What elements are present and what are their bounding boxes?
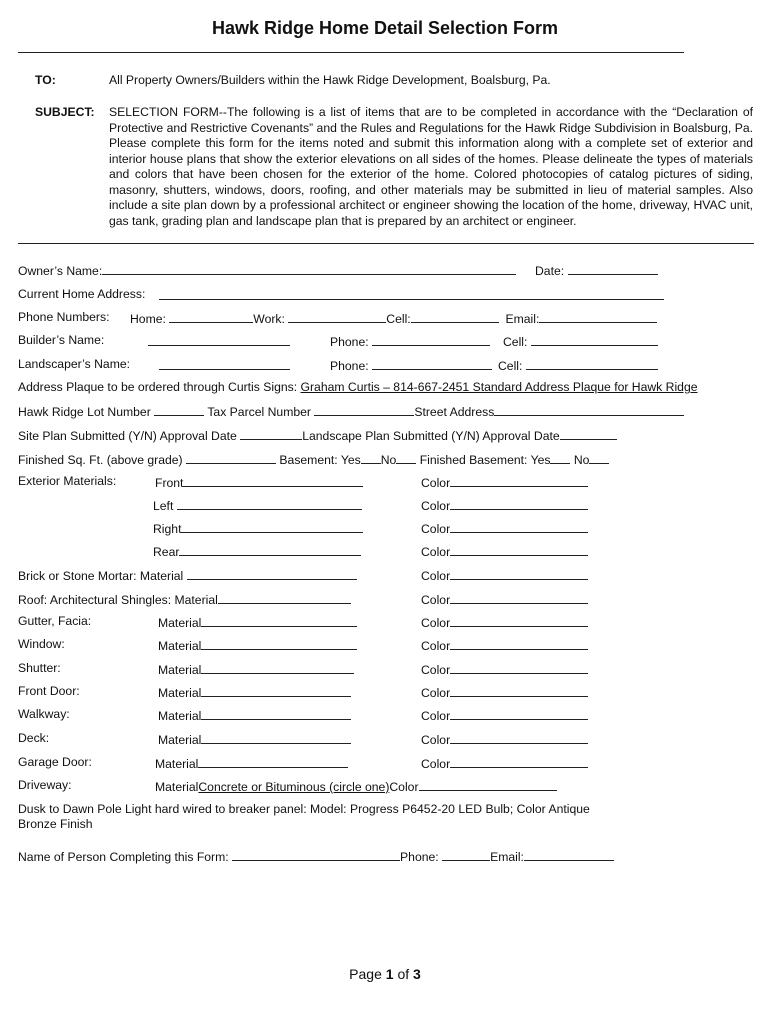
deck-material-field[interactable]	[201, 731, 351, 744]
window-color-row	[421, 637, 588, 653]
deck-material-label: Material	[158, 733, 202, 747]
exterior-rear-label: Rear	[153, 545, 180, 559]
basement-yes-field[interactable]	[361, 451, 381, 464]
garage-door-color-row	[421, 755, 588, 771]
roof-row	[18, 591, 351, 607]
shutter-color-label: Color	[421, 663, 451, 677]
exterior-front-row	[155, 474, 363, 490]
page-number: 1	[385, 966, 394, 982]
parcel-label: Tax Parcel Number	[207, 405, 311, 419]
plaque-row	[18, 380, 698, 394]
mortar-color-row	[421, 567, 588, 583]
exterior-front-label: Front	[155, 476, 184, 490]
exterior-left-color-label: Color	[421, 499, 451, 513]
landscaper-name-field[interactable]	[159, 357, 290, 370]
address-row	[18, 287, 145, 301]
driveway-color-label: Color	[389, 780, 419, 794]
phone-row	[130, 310, 657, 326]
gutter-label: Gutter, Facia:	[18, 614, 92, 628]
gutter-color-row	[421, 614, 588, 630]
garage-door-color-label: Color	[421, 757, 451, 771]
gutter-material-label: Material	[158, 616, 202, 630]
gutter-color-label: Color	[421, 616, 451, 630]
page-total: 3	[413, 966, 421, 982]
street-field[interactable]	[494, 403, 684, 416]
window-material-label: Material	[158, 639, 202, 653]
deck-color-field[interactable]	[450, 731, 588, 744]
finished-no-field[interactable]	[589, 451, 609, 464]
window-color-field[interactable]	[450, 637, 588, 650]
exterior-left-color-field[interactable]	[450, 497, 588, 510]
landscaper-cell-label: Cell:	[498, 359, 523, 373]
driveway-color-field[interactable]	[419, 778, 557, 791]
owner-name-field[interactable]	[102, 262, 516, 275]
walkway-material-row	[158, 707, 351, 723]
landscaper-phone-field[interactable]	[372, 357, 492, 370]
exterior-left-field[interactable]	[177, 497, 362, 510]
shutter-material-row	[158, 661, 354, 677]
lot-field[interactable]	[154, 403, 204, 416]
deck-label: Deck:	[18, 731, 50, 745]
driveway-label: Driveway:	[18, 778, 72, 792]
exterior-left-color-row	[421, 497, 588, 513]
driveway-row	[155, 778, 557, 794]
light-line-2: Bronze Finish	[18, 817, 93, 831]
walkway-label: Walkway:	[18, 707, 70, 721]
builder-phone-field[interactable]	[372, 333, 490, 346]
landscaper-cell-row	[498, 357, 658, 373]
walkway-color-row	[421, 707, 588, 723]
home-phone-field[interactable]	[169, 310, 253, 323]
home-phone-label: Home:	[130, 312, 166, 326]
garage-door-material-label: Material	[155, 757, 199, 771]
garage-door-label: Garage Door:	[18, 755, 92, 769]
siteplan-row	[18, 427, 617, 443]
deck-color-row	[421, 731, 588, 747]
window-material-row	[158, 637, 357, 653]
exterior-label: Exterior Materials:	[18, 474, 117, 488]
exterior-left-row	[153, 497, 362, 513]
sqft-field[interactable]	[186, 451, 276, 464]
builder-name-field[interactable]	[148, 333, 290, 346]
page-word: Page	[349, 966, 382, 982]
cell-phone-label: Cell:	[386, 312, 411, 326]
walkway-material-label: Material	[158, 709, 202, 723]
driveway-material-value: Concrete or Bituminous (circle one)	[198, 780, 390, 794]
front-door-material-row	[158, 684, 351, 700]
siteplan-date-field[interactable]	[240, 427, 302, 440]
walkway-material-field[interactable]	[201, 707, 351, 720]
date-label: Date:	[535, 264, 565, 278]
to-label: TO:	[35, 73, 56, 87]
exterior-right-field[interactable]	[181, 520, 363, 533]
window-label: Window:	[18, 637, 65, 651]
exterior-left-label: Left	[153, 499, 174, 513]
completer-name-field[interactable]	[232, 848, 400, 861]
mortar-color-label: Color	[421, 569, 451, 583]
exterior-front-color-field[interactable]	[450, 474, 588, 487]
to-text: All Property Owners/Builders within the Hawk Ridge Development, Boalsburg, Pa.	[109, 73, 551, 87]
phone-label: Phone Numbers:	[18, 310, 110, 324]
date-row	[535, 262, 658, 278]
completer-email-label: Email:	[490, 850, 524, 864]
completer-phone-label: Phone:	[400, 850, 439, 864]
plaque-label: Address Plaque to be ordered through Curtis Signs:	[18, 380, 298, 394]
owner-name-label: Owner’s Name:	[18, 264, 103, 278]
work-phone-label: Work:	[253, 312, 285, 326]
shutter-color-row	[421, 661, 588, 677]
owner-name-row	[18, 262, 516, 278]
exterior-right-label: Right	[153, 522, 182, 536]
exterior-right-color-row	[421, 520, 588, 536]
walkway-color-field[interactable]	[450, 707, 588, 720]
cell-phone-field[interactable]	[411, 310, 499, 323]
walkway-color-label: Color	[421, 709, 451, 723]
lot-label: Hawk Ridge Lot Number	[18, 405, 151, 419]
completer-row	[18, 848, 614, 864]
shutter-label: Shutter:	[18, 661, 61, 675]
parcel-field[interactable]	[314, 403, 414, 416]
exterior-rear-color-label: Color	[421, 545, 451, 559]
builder-cell-label: Cell:	[503, 335, 528, 349]
front-door-color-row	[421, 684, 588, 700]
work-phone-field[interactable]	[288, 310, 386, 323]
deck-color-label: Color	[421, 733, 451, 747]
siteplan-label: Site Plan Submitted (Y/N) Approval Date	[18, 429, 237, 443]
gutter-material-field[interactable]	[201, 614, 357, 627]
roof-color-field[interactable]	[450, 591, 588, 604]
garage-door-color-field[interactable]	[450, 755, 588, 768]
finished-no-label: No	[573, 453, 590, 467]
shutter-material-field[interactable]	[201, 661, 354, 674]
page-of: of	[397, 966, 410, 982]
roof-color-label: Color	[421, 593, 451, 607]
section-rule	[18, 243, 754, 244]
landscaper-label: Landscaper’s Name:	[18, 357, 131, 371]
finished-yes-field[interactable]	[550, 451, 570, 464]
exterior-front-field[interactable]	[183, 474, 363, 487]
roof-field[interactable]	[218, 591, 351, 604]
front-door-material-field[interactable]	[201, 684, 351, 697]
date-field[interactable]	[568, 262, 658, 275]
exterior-right-color-label: Color	[421, 522, 451, 536]
mortar-row	[18, 567, 357, 583]
sqft-row	[18, 451, 609, 467]
builder-cell-row	[503, 333, 658, 349]
subject-label: SUBJECT:	[35, 105, 95, 119]
page-footer	[0, 966, 770, 982]
lot-row	[18, 403, 684, 419]
builder-label: Builder’s Name:	[18, 333, 105, 347]
exterior-rear-color-field[interactable]	[450, 543, 588, 556]
email-field[interactable]	[539, 310, 657, 323]
gutter-material-row	[158, 614, 357, 630]
completer-phone-field[interactable]	[442, 848, 490, 861]
front-door-material-label: Material	[158, 686, 202, 700]
garage-door-material-field[interactable]	[198, 755, 348, 768]
landscaper-phone-label: Phone:	[330, 359, 369, 373]
completer-email-field[interactable]	[524, 848, 614, 861]
subject-text: SELECTION FORM--The following is a list of items that are to be completed in accordance with the “Declaration of Protective and Restrictive Covenants” and the Rules and Regulations for the Hawk Ridge Subdivision in Boalsburg, Pa. Please complete this form for the items noted and submit this information along with a complete set of exterior and interior house plans that show the exterior elevations on all sides of the homes. Please delineate the types of materials and colors that have been chosen for the exterior of the home. Colored photocopies of catalog pictures of siding, masonry, shutters, windows, doors, roofing, and other materials may be submitted in lieu of material samples. Also include a site plan down by a professional architect or engineer showing the location of the home, driveway, HVAC unit, gas tank, grading plan and landscape plan that is prepared by an architect or engineer.	[109, 105, 753, 228]
address-label: Current Home Address:	[18, 287, 146, 301]
exterior-rear-color-row	[421, 543, 588, 559]
driveway-material-label: Material	[155, 780, 199, 794]
title-rule	[18, 52, 684, 53]
exterior-rear-row	[153, 543, 361, 559]
builder-phone-label: Phone:	[330, 335, 369, 349]
basement-label: Basement: Yes	[279, 453, 361, 467]
plaque-value: Graham Curtis – 814-667-2451 Standard Address Plaque for Hawk Ridge	[300, 380, 698, 394]
window-material-field[interactable]	[201, 637, 357, 650]
builder-cell-field[interactable]	[531, 333, 658, 346]
street-label: Street Address	[414, 405, 495, 419]
sqft-label: Finished Sq. Ft. (above grade)	[18, 453, 183, 467]
shutter-material-label: Material	[158, 663, 202, 677]
exterior-front-color-row	[421, 474, 588, 490]
front-door-label: Front Door:	[18, 684, 80, 698]
address-field[interactable]	[159, 287, 664, 300]
basement-no-label: No	[380, 453, 397, 467]
basement-no-field[interactable]	[396, 451, 416, 464]
window-color-label: Color	[421, 639, 451, 653]
builder-phone-row	[330, 333, 490, 349]
landscaper-phone-row	[330, 357, 492, 373]
mortar-color-field[interactable]	[450, 567, 588, 580]
gutter-color-field[interactable]	[450, 614, 588, 627]
completer-label: Name of Person Completing this Form:	[18, 850, 229, 864]
exterior-right-color-field[interactable]	[450, 520, 588, 533]
email-label: Email:	[505, 312, 540, 326]
form-title: Hawk Ridge Home Detail Selection Form	[211, 18, 559, 38]
front-door-color-label: Color	[421, 686, 451, 700]
deck-material-row	[158, 731, 351, 747]
garage-door-material-row	[155, 755, 348, 771]
finished-basement-label: Finished Basement: Yes	[419, 453, 551, 467]
mortar-field[interactable]	[187, 567, 357, 580]
exterior-front-color-label: Color	[421, 476, 451, 490]
light-line-1: Dusk to Dawn Pole Light hard wired to breaker panel: Model: Progress P6452-20 LED Bulb; Color Antique	[18, 802, 590, 816]
landscape-plan-date-field[interactable]	[560, 427, 617, 440]
shutter-color-field[interactable]	[450, 661, 588, 674]
exterior-right-row	[153, 520, 363, 536]
front-door-color-field[interactable]	[450, 684, 588, 697]
roof-color-row	[421, 591, 588, 607]
landscape-plan-label: Landscape Plan Submitted (Y/N) Approval Date	[302, 429, 560, 443]
roof-label: Roof: Architectural Shingles: Material	[18, 593, 218, 607]
exterior-rear-field[interactable]	[179, 543, 361, 556]
mortar-label: Brick or Stone Mortar: Material	[18, 569, 184, 583]
landscaper-cell-field[interactable]	[526, 357, 658, 370]
